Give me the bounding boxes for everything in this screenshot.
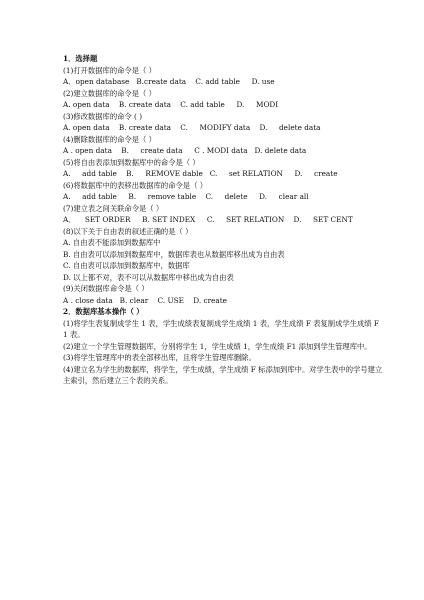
- question-8-option-a: A. 自由表不能添加到数据库中: [63, 238, 161, 247]
- question-3-options: A. open data B. create data C. MODIFY data D. delete data: [63, 123, 321, 132]
- question-8-option-b: B. 自由表可以添加到数据库中，数据库表也从数据库移出成为自由表: [63, 249, 285, 259]
- question-7-options: A． SET ORDER B. SET INDEX C. SET RELATION D. SET CENT: [63, 215, 353, 224]
- question-4-options: A . open data B. create data C . MODI data D. delete data: [63, 146, 307, 155]
- question-9-options: A . close data B. clear C. USE D. create: [63, 295, 227, 305]
- operation-2: (2)建立一个学生管理数据库，分别将学生 1，学生成绩 1，学生成绩 F1 添加到学生管理库中。: [63, 341, 372, 351]
- question-1: (1)打开数据库的命令是（ ）: [63, 65, 156, 75]
- question-8-option-c: C. 自由表可以添加到数据库中，数据库: [63, 261, 190, 270]
- question-7: (7)建立表之间关联命令是（ ）: [63, 203, 164, 213]
- question-5-options: A. add table B. REMOVE dable C. set RELATION D. create: [63, 169, 338, 178]
- question-2-options: A. open data B. create data C. add table D. MODI: [63, 100, 279, 109]
- question-2: (2)建立数据库的命令是（ ）: [63, 88, 156, 98]
- section-heading-choice: 1．选择题: [63, 54, 98, 63]
- question-9: (9)关闭数据库命令是（ ）: [63, 284, 149, 293]
- question-1-options: A．open database B.create data C. add table D. use: [63, 77, 275, 86]
- operation-4: (4)建立名为学生的数据库，将学生，学生成绩，学生成绩 F 标添加到库中。对学生表中的学号建立主索引，然后建立三个表的关系。: [63, 364, 383, 385]
- question-3: (3)修改数据库的命令 ( ): [63, 111, 143, 121]
- question-6: (6)将数据库中的表移出数据库的命令是（ ）: [63, 180, 207, 190]
- document-body: [63, 53, 383, 387]
- question-6-options: A. add table B. remove table C. delete D. clear all: [63, 192, 309, 201]
- question-5: (5)将自由表添加到数据库中的命令是（ ）: [63, 157, 200, 167]
- operation-1: (1)将学生表复制成学生 1 表，学生成绩表复制成学生成绩 1 表，学生成绩 F 表复制成学生成绩 F1 表。: [63, 318, 379, 339]
- section-heading-operations: 2．数据库基本操作（ ）: [63, 307, 144, 316]
- question-4: (4)删除数据库的命令是（ ）: [63, 134, 156, 144]
- question-8: (8)以下关于自由表的叙述正确的是（ ）: [63, 226, 193, 236]
- question-8-option-d: D. 以上都不对，表不可以从数据库中移出成为自由表: [63, 272, 234, 282]
- operation-3: (3)将学生管理库中的表全部移出库，且将学生管理库删除。: [63, 353, 256, 362]
